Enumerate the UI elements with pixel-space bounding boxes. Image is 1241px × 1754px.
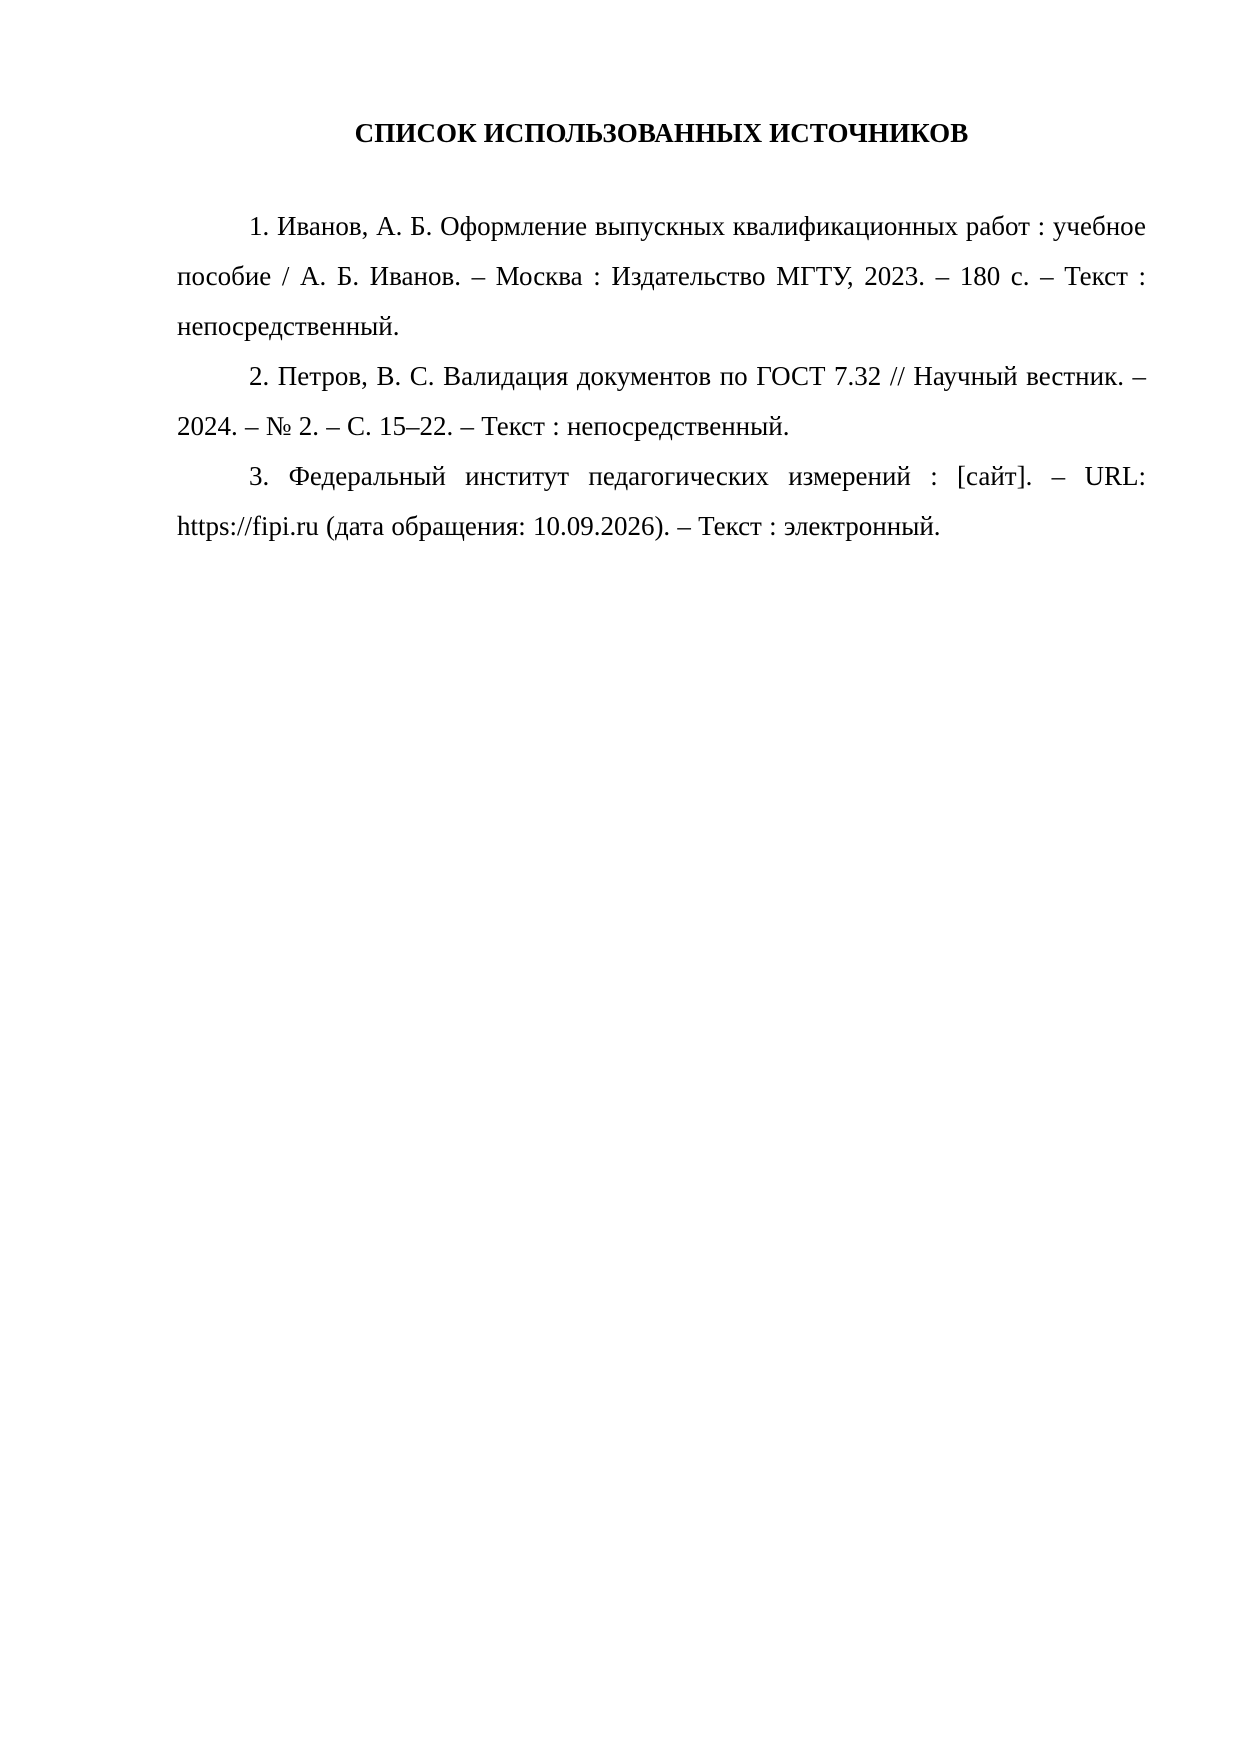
page-title: СПИСОК ИСПОЛЬЗОВАННЫХ ИСТОЧНИКОВ bbox=[354, 118, 969, 148]
document-content bbox=[177, 108, 1146, 551]
reference-item-1: 1. Иванов, А. Б. Оформление выпускных квалификационных работ : учебное пособие / А. Б. Иванов. – Москва : Издательство МГТУ, 2023. – 180 с. – Текст : непосредственный. bbox=[177, 211, 1146, 341]
reference-item-2: 2. Петров, В. С. Валидация документов по ГОСТ 7.32 // Научный вестник. – 2024. – № 2. – С. 15–22. – Текст : непосредственный. bbox=[177, 361, 1146, 441]
reference-item-3: 3. Федеральный институт педагогических измерений : [сайт]. – URL: https://fipi.ru (дата обращения: 10.09.2026). – Текст : электронный. bbox=[177, 461, 1146, 541]
reference-list bbox=[177, 201, 1146, 551]
